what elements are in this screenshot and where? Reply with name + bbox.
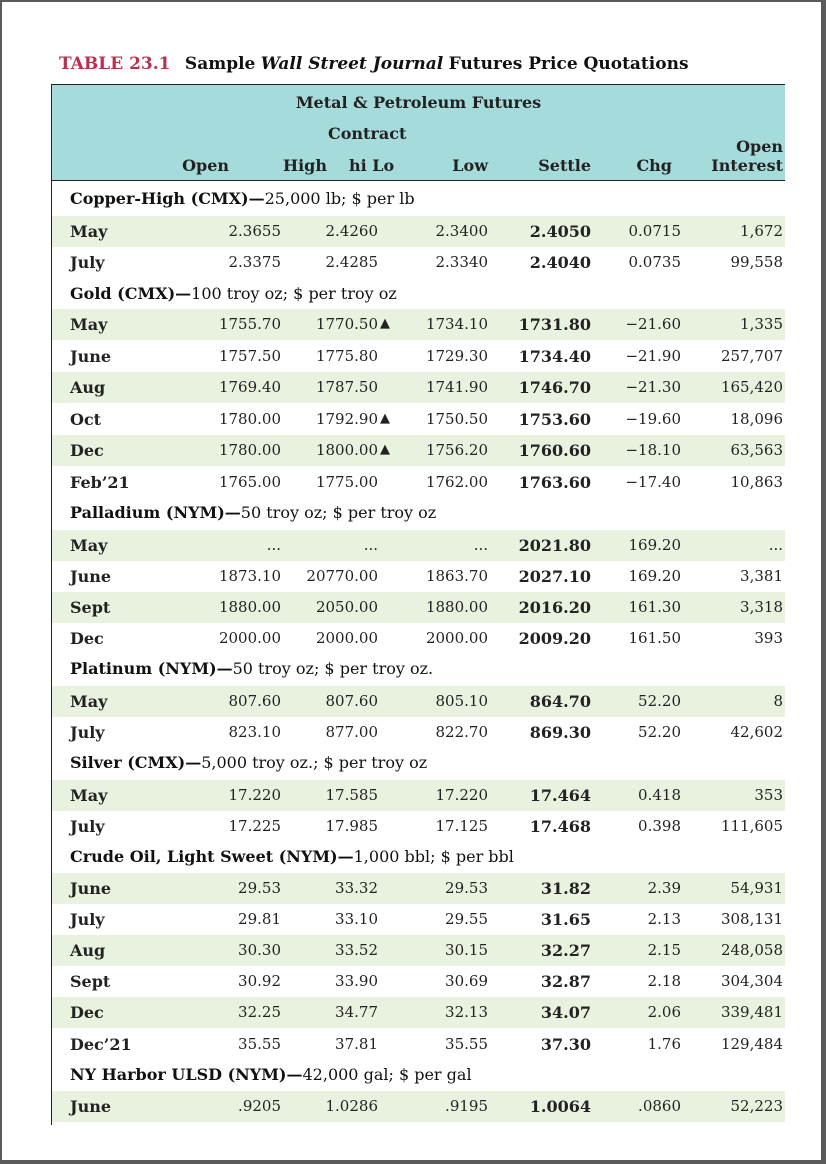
cell-oi: 8 — [773, 692, 783, 710]
cell-settle: 31.82 — [540, 879, 591, 898]
cell-hilo-indicator: ▲ — [380, 316, 390, 331]
cell-month: Dec — [70, 629, 104, 648]
cell-low: 35.55 — [445, 1035, 488, 1053]
cell-chg: 169.20 — [628, 536, 681, 554]
section-dash: — — [175, 284, 192, 303]
cell-chg: 0.398 — [638, 817, 681, 835]
cell-chg: −21.60 — [625, 315, 681, 333]
section-dash: — — [248, 189, 265, 208]
cell-chg: 2.06 — [647, 1003, 681, 1021]
table-row — [52, 966, 785, 997]
cell-settle: 31.65 — [540, 910, 591, 929]
cell-low: 1880.00 — [425, 598, 488, 616]
table-row — [52, 216, 785, 247]
cell-settle: 32.27 — [540, 941, 591, 960]
cell-hilo-indicator: ▲ — [380, 442, 390, 457]
section-name: Gold (CMX) — [70, 284, 176, 303]
cell-oi: 3,318 — [740, 598, 783, 616]
section-spec: 25,000 lb; $ per lb — [264, 189, 415, 208]
cell-hilo-indicator: ▲ — [380, 411, 390, 426]
cell-settle: 869.30 — [529, 723, 591, 742]
section-spec: 50 troy oz; $ per troy oz. — [232, 659, 434, 678]
cell-high: 33.10 — [335, 910, 378, 928]
cell-open: 32.25 — [238, 1003, 281, 1021]
table-row — [52, 592, 785, 623]
table-label: TABLE 23.1 — [59, 54, 171, 74]
table-row — [52, 623, 785, 654]
table-banner — [52, 84, 785, 119]
table-row — [52, 372, 785, 403]
cell-settle: 1734.40 — [518, 347, 591, 366]
section-dash: — — [185, 753, 202, 772]
cell-oi: 111,605 — [720, 817, 783, 835]
header-low: Low — [452, 156, 488, 175]
table-row — [52, 904, 785, 935]
table-row — [52, 530, 785, 561]
cell-oi: 1,335 — [740, 315, 783, 333]
cell-high: 37.81 — [335, 1035, 378, 1053]
section-spec: 1,000 bbl; $ per bbl — [353, 847, 514, 866]
cell-month: June — [70, 1097, 112, 1116]
cell-oi: 304,304 — [720, 972, 783, 990]
section-spec: 100 troy oz; $ per troy oz — [191, 284, 397, 303]
cell-open: 1757.50 — [218, 347, 281, 365]
cell-settle: 17.468 — [529, 817, 591, 836]
section-heading — [70, 659, 433, 678]
cell-oi: 1,672 — [740, 222, 783, 240]
section-name: Silver (CMX) — [70, 753, 186, 772]
cell-open: 2.3375 — [228, 253, 281, 271]
cell-low: 1756.20 — [425, 441, 488, 459]
cell-settle: 32.87 — [540, 972, 591, 991]
cell-chg: −21.90 — [625, 347, 681, 365]
cell-low: 30.69 — [445, 972, 488, 990]
cell-month: Sept — [70, 972, 111, 991]
cell-open: 1873.10 — [218, 567, 281, 585]
section-heading — [70, 753, 427, 772]
cell-open: 17.220 — [228, 786, 281, 804]
cell-open: 29.53 — [238, 879, 281, 897]
cell-oi: 129,484 — [720, 1035, 783, 1053]
cell-month: Dec — [70, 1003, 104, 1022]
cell-oi: ... — [768, 536, 783, 554]
cell-month: May — [70, 692, 108, 711]
cell-high: 807.60 — [325, 692, 378, 710]
cell-month: June — [70, 567, 112, 586]
section-dash: — — [224, 503, 241, 522]
header-hilo: hi Lo — [349, 156, 395, 175]
cell-chg: 0.0715 — [628, 222, 681, 240]
section-heading — [70, 503, 436, 522]
section-heading — [70, 284, 397, 303]
section-dash: — — [337, 847, 354, 866]
cell-chg: 52.20 — [638, 692, 681, 710]
cell-oi: 353 — [754, 786, 783, 804]
cell-low: 17.125 — [435, 817, 488, 835]
cell-open: .9205 — [238, 1097, 281, 1115]
cell-oi: 42,602 — [730, 723, 783, 741]
cell-high: 33.32 — [335, 879, 378, 897]
cell-high: 33.52 — [335, 941, 378, 959]
section-spec: 42,000 gal; $ per gal — [302, 1065, 472, 1084]
cell-high: 2050.00 — [315, 598, 378, 616]
section-name: NY Harbor ULSD (NYM) — [70, 1065, 287, 1084]
section-name: Palladium (NYM) — [70, 503, 225, 522]
section-heading — [70, 1065, 472, 1084]
cell-open: 29.81 — [238, 910, 281, 928]
cell-settle: 2027.10 — [518, 567, 591, 586]
banner-title: Metal & Petroleum Futures — [295, 93, 542, 112]
cell-month: Aug — [70, 941, 106, 960]
cell-oi: 248,058 — [720, 941, 783, 959]
table-row — [52, 780, 785, 811]
cell-high: 1775.00 — [315, 473, 378, 491]
table-row — [52, 247, 785, 278]
section-heading — [70, 847, 514, 866]
cell-open: 1769.40 — [218, 378, 281, 396]
cell-month: Dec’21 — [70, 1035, 132, 1054]
cell-oi: 257,707 — [720, 347, 783, 365]
cell-month: June — [70, 879, 112, 898]
cell-oi: 165,420 — [720, 378, 783, 396]
header-settle: Settle — [538, 156, 591, 175]
header-chg: Chg — [636, 156, 672, 175]
cell-settle: 34.07 — [540, 1003, 591, 1022]
cell-month: May — [70, 536, 108, 555]
table-row — [52, 717, 785, 748]
cell-low: 2000.00 — [425, 629, 488, 647]
table-row — [52, 1091, 785, 1122]
cell-settle: 2009.20 — [518, 629, 591, 648]
cell-low: 1762.00 — [425, 473, 488, 491]
table-row — [52, 873, 785, 904]
cell-low: 17.220 — [435, 786, 488, 804]
cell-high: ... — [363, 536, 378, 554]
table-row — [52, 1029, 785, 1060]
cell-settle: 1746.70 — [518, 378, 591, 397]
cell-month: July — [70, 253, 105, 272]
cell-low: 1729.30 — [425, 347, 488, 365]
cell-low: ... — [473, 536, 488, 554]
table-row — [52, 435, 785, 466]
cell-month: Oct — [70, 410, 102, 429]
cell-oi: 18,096 — [730, 410, 783, 428]
cell-month: July — [70, 723, 105, 742]
cell-high: 1800.00 — [315, 441, 378, 459]
cell-high: 1770.50 — [315, 315, 378, 333]
cell-oi: 54,931 — [730, 879, 783, 897]
cell-oi: 63,563 — [730, 441, 783, 459]
cell-open: 1880.00 — [218, 598, 281, 616]
table-row — [52, 467, 785, 498]
cell-low: 1863.70 — [425, 567, 488, 585]
cell-open: 30.30 — [238, 941, 281, 959]
cell-low: 822.70 — [435, 723, 488, 741]
cell-open: 1780.00 — [218, 410, 281, 428]
table-row — [52, 404, 785, 435]
column-header — [52, 118, 785, 181]
cell-month: May — [70, 315, 108, 334]
cell-month: May — [70, 786, 108, 805]
cell-oi: 3,381 — [740, 567, 783, 585]
cell-month: Sept — [70, 598, 111, 617]
header-contract: Contract — [328, 124, 407, 143]
cell-high: 17.985 — [325, 817, 378, 835]
cell-open: 30.92 — [238, 972, 281, 990]
cell-high: 2.4285 — [325, 253, 378, 271]
cell-chg: 1.76 — [647, 1035, 681, 1053]
title-italic: Wall Street Journal — [260, 54, 444, 74]
section-name: Platinum (NYM) — [70, 659, 217, 678]
cell-chg: 2.13 — [647, 910, 681, 928]
table-row — [52, 686, 785, 717]
cell-open: ... — [266, 536, 281, 554]
cell-chg: −19.60 — [625, 410, 681, 428]
cell-settle: 1731.80 — [518, 315, 591, 334]
cell-low: .9195 — [445, 1097, 488, 1115]
cell-open: 17.225 — [228, 817, 281, 835]
cell-settle: 2.4050 — [529, 222, 591, 241]
cell-open: 2000.00 — [218, 629, 281, 647]
cell-chg: 169.20 — [628, 567, 681, 585]
cell-chg: −17.40 — [625, 473, 681, 491]
cell-month: Dec — [70, 441, 104, 460]
cell-high: 33.90 — [335, 972, 378, 990]
cell-chg: −18.10 — [625, 441, 681, 459]
cell-chg: 0.0735 — [628, 253, 681, 271]
cell-low: 32.13 — [445, 1003, 488, 1021]
section-heading — [70, 189, 415, 208]
cell-settle: 2016.20 — [518, 598, 591, 617]
cell-chg: .0860 — [638, 1097, 681, 1115]
cell-settle: 1753.60 — [518, 410, 591, 429]
cell-open: 2.3655 — [228, 222, 281, 240]
table-row — [52, 935, 785, 966]
cell-oi: 10,863 — [730, 473, 783, 491]
section-name: Copper-High (CMX) — [70, 189, 249, 208]
cell-low: 1750.50 — [425, 410, 488, 428]
cell-month: June — [70, 347, 112, 366]
cell-chg: 2.15 — [647, 941, 681, 959]
cell-month: May — [70, 222, 108, 241]
header-open-interest-1: Open — [736, 137, 783, 156]
cell-month: July — [70, 817, 105, 836]
cell-settle: 2.4040 — [529, 253, 591, 272]
cell-low: 30.15 — [445, 941, 488, 959]
cell-high: 1787.50 — [315, 378, 378, 396]
header-open: Open — [182, 156, 229, 175]
cell-low: 29.55 — [445, 910, 488, 928]
cell-high: 2.4260 — [325, 222, 378, 240]
cell-high: 2000.00 — [315, 629, 378, 647]
cell-chg: −21.30 — [625, 378, 681, 396]
cell-chg: 2.39 — [647, 879, 681, 897]
cell-high: 877.00 — [325, 723, 378, 741]
cell-chg: 161.50 — [628, 629, 681, 647]
cell-open: 1780.00 — [218, 441, 281, 459]
cell-open: 35.55 — [238, 1035, 281, 1053]
cell-high: 20770.00 — [306, 567, 378, 585]
cell-low: 805.10 — [435, 692, 488, 710]
cell-month: July — [70, 910, 105, 929]
cell-oi: 308,131 — [720, 910, 783, 928]
cell-month: Feb’21 — [70, 473, 130, 492]
cell-chg: 161.30 — [628, 598, 681, 616]
cell-high: 34.77 — [335, 1003, 378, 1021]
table-row — [52, 309, 785, 340]
cell-oi: 99,558 — [730, 253, 783, 271]
header-open-interest-2: Interest — [711, 156, 783, 175]
cell-high: 1775.80 — [315, 347, 378, 365]
cell-settle: 1.0064 — [529, 1097, 591, 1116]
cell-oi: 393 — [754, 629, 783, 647]
title-prefix: Sample — [184, 54, 256, 74]
cell-high: 1792.90 — [315, 410, 378, 428]
table-row — [52, 341, 785, 372]
section-spec: 50 troy oz; $ per troy oz — [240, 503, 437, 522]
cell-low: 1741.90 — [425, 378, 488, 396]
cell-chg: 52.20 — [638, 723, 681, 741]
cell-open: 1765.00 — [218, 473, 281, 491]
cell-low: 2.3340 — [435, 253, 488, 271]
cell-oi: 52,223 — [730, 1097, 783, 1115]
section-spec: 5,000 troy oz.; $ per troy oz — [201, 753, 428, 772]
cell-low: 1734.10 — [425, 315, 488, 333]
cell-settle: 864.70 — [529, 692, 591, 711]
section-name: Crude Oil, Light Sweet (NYM) — [70, 847, 338, 866]
cell-settle: 1763.60 — [518, 473, 591, 492]
cell-low: 29.53 — [445, 879, 488, 897]
cell-settle: 17.464 — [529, 786, 591, 805]
cell-open: 807.60 — [228, 692, 281, 710]
section-dash: — — [286, 1065, 303, 1084]
cell-chg: 2.18 — [647, 972, 681, 990]
title-suffix: Futures Price Quotations — [448, 54, 689, 74]
table-row — [52, 561, 785, 592]
cell-chg: 0.418 — [638, 786, 681, 804]
cell-month: Aug — [70, 378, 106, 397]
table-row — [52, 997, 785, 1028]
section-dash: — — [216, 659, 233, 678]
cell-settle: 2021.80 — [518, 536, 591, 555]
cell-high: 17.585 — [325, 786, 378, 804]
cell-settle: 37.30 — [540, 1035, 591, 1054]
header-high: High — [282, 156, 327, 175]
table-row — [52, 811, 785, 842]
table-caption — [59, 54, 689, 74]
cell-open: 823.10 — [228, 723, 281, 741]
cell-oi: 339,481 — [720, 1003, 783, 1021]
cell-settle: 1760.60 — [518, 441, 591, 460]
cell-open: 1755.70 — [218, 315, 281, 333]
cell-low: 2.3400 — [435, 222, 488, 240]
cell-high: 1.0286 — [325, 1097, 378, 1115]
